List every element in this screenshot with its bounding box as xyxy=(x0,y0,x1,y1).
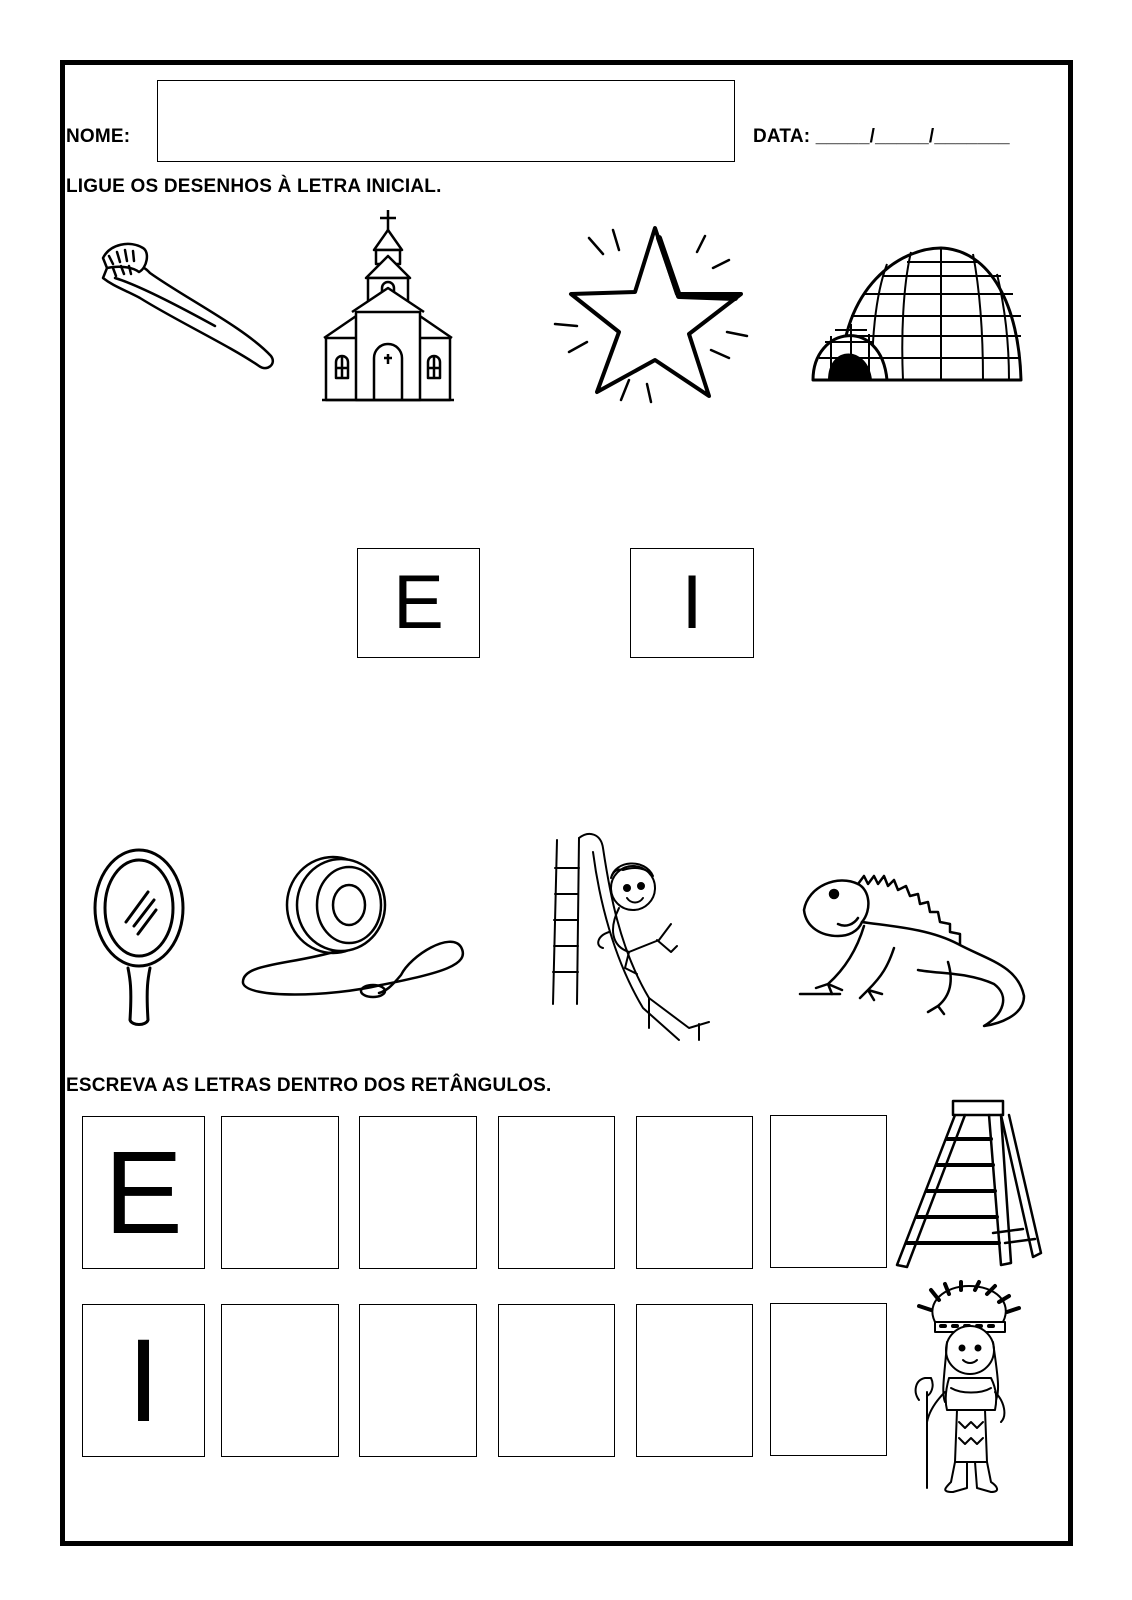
writing-cell[interactable] xyxy=(498,1304,615,1457)
writing-cell[interactable] xyxy=(359,1304,477,1457)
writing-cell[interactable] xyxy=(221,1304,339,1457)
mirror-icon[interactable] xyxy=(92,848,187,1028)
writing-cell[interactable] xyxy=(498,1116,615,1269)
name-input-box[interactable] xyxy=(157,80,735,162)
iguana-icon[interactable] xyxy=(798,866,1028,1028)
instruction-connect: LIGUE OS DESENHOS À LETRA INICIAL. xyxy=(66,176,442,197)
letter-card-e[interactable]: E xyxy=(357,548,480,658)
writing-cell[interactable] xyxy=(359,1116,477,1269)
instruction-write: ESCREVA AS LETRAS DENTRO DOS RETÂNGULOS. xyxy=(66,1075,552,1096)
letter-cell-i: I xyxy=(82,1304,205,1457)
yoyo-icon[interactable] xyxy=(241,855,466,1003)
church-icon[interactable] xyxy=(322,208,454,402)
name-label: NOME: xyxy=(66,126,131,147)
writing-cell[interactable] xyxy=(221,1116,339,1269)
letter-cell-e: E xyxy=(82,1116,205,1269)
igloo-icon[interactable] xyxy=(811,246,1023,384)
slide-icon[interactable] xyxy=(549,828,721,1043)
indian-child-icon xyxy=(905,1282,1033,1494)
ladder-icon xyxy=(893,1093,1043,1273)
letter-card-i[interactable]: I xyxy=(630,548,754,658)
date-label: DATA: _____/_____/_______ xyxy=(753,126,1010,147)
star-icon[interactable] xyxy=(553,220,748,405)
writing-cell[interactable] xyxy=(770,1303,887,1456)
writing-cell[interactable] xyxy=(636,1304,753,1457)
writing-cell[interactable] xyxy=(636,1116,753,1269)
toothbrush-icon[interactable] xyxy=(95,238,280,378)
writing-cell[interactable] xyxy=(770,1115,887,1268)
